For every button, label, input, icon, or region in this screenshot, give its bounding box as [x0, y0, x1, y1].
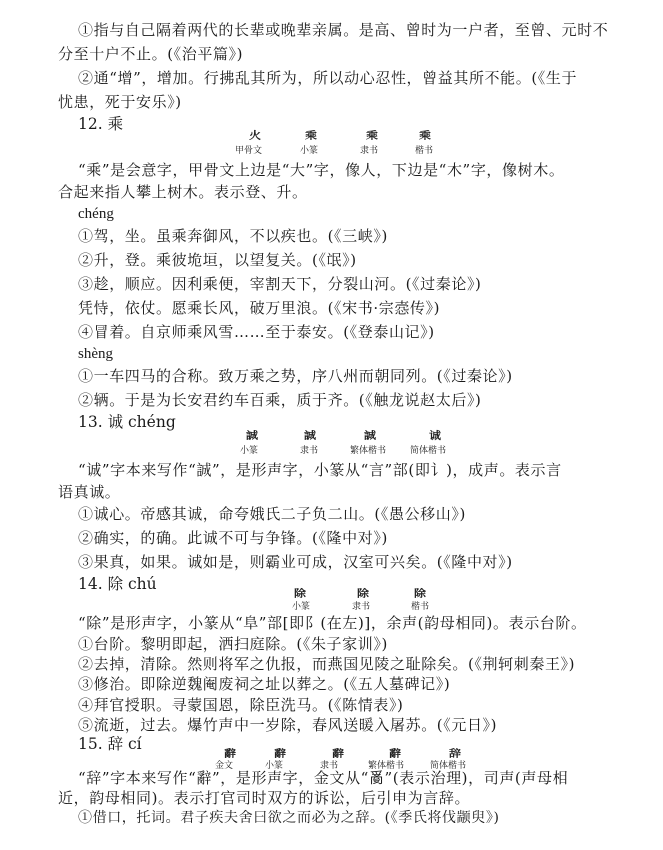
ancient-glyph: ⽕ — [249, 131, 261, 142]
text-line: ②升，登。乘彼垝垣，以望复关。(《氓》) — [78, 251, 357, 269]
text-line: ①诚心。帝感其诚，命夸娥氏二子负二山。(《愚公移山》) — [78, 505, 466, 523]
text-line: ①指与自己隔着两代的长辈或晚辈亲属。是高、曾时为一户者，至曾、元时不 — [78, 21, 609, 39]
text-line: “辞”字本来写作“辭”，是形声字，金文从“𤔔”(表示治理)，司声(声母相 — [78, 769, 569, 787]
text-line: ③趁，顺应。因利乘便，宰割天下，分裂山河。(《过秦论》) — [78, 275, 482, 293]
text-line: ④拜官授职。寻蒙国恩，除臣洗马。(《陈情表》) — [78, 696, 404, 714]
text-line: “乘”是会意字，甲骨文上边是“大”字，像人，下边是“木”字，像树木。 — [78, 161, 565, 179]
ancient-glyph: 辭 — [389, 749, 401, 760]
text-line: ③修治。即除逆魏阉废祠之址以葬之。(《五人墓碑记》) — [78, 675, 451, 693]
ancient-glyph: 乘 — [366, 131, 378, 142]
ancient-glyph: 誠 — [364, 431, 376, 442]
entry-heading: 12. 乘 — [78, 115, 124, 133]
script-caption: 简体楷书 — [430, 761, 467, 771]
ancient-glyph: 乘 — [419, 131, 431, 142]
script-caption: 金文 — [215, 761, 234, 771]
text-line: ①一车四马的合称。致万乘之势，序八州而朝同列。(《过秦论》) — [78, 367, 513, 385]
script-caption: 楷书 — [411, 602, 430, 612]
text-line: ③果真，如果。诚如是，则霸业可成，汉室可兴矣。(《隆中对》) — [78, 553, 513, 571]
script-caption: 简体楷书 — [410, 446, 447, 456]
script-caption: 隶书 — [320, 761, 339, 771]
ancient-glyph: 除 — [357, 589, 369, 600]
script-caption: 隶书 — [352, 602, 371, 612]
ancient-glyph: 辭 — [332, 749, 344, 760]
text-line: 合起来指人攀上树木。表示登、升。 — [58, 183, 308, 201]
entry-heading: 13. 诚 chéng — [78, 413, 176, 431]
text-line: ①驾，坐。虽乘奔御风，不以疾也。(《三峡》) — [78, 227, 388, 245]
text-line: ②去掉，清除。然则将军之仇报，而燕国见陵之耻除矣。(《荆轲刺秦王》) — [78, 655, 576, 673]
text-line: 忧患，死于安乐》) — [58, 93, 182, 111]
ancient-glyph: 誠 — [304, 431, 316, 442]
text-line: 凭恃，依仗。愿乘长风，破万里浪。(《宋书·宗悫传》) — [78, 299, 441, 317]
script-caption: 小篆 — [265, 761, 284, 771]
ancient-glyph: 除 — [294, 589, 306, 600]
text-line: ④冒着。自京师乘风雪……至于泰安。(《登泰山记》) — [78, 323, 435, 341]
entry-heading: 15. 辞 cí — [78, 735, 142, 753]
text-line: “诚”字本来写作“誠”，是形声字，小篆从“言”部(即讠)，成声。表示言 — [78, 461, 562, 479]
text-line: ①台阶。黎明即起，洒扫庭除。(《朱子家训》) — [78, 635, 388, 653]
ancient-glyph: 辭 — [274, 749, 286, 760]
text-line: ②确实，的确。此诚不可与争锋。(《隆中对》) — [78, 529, 388, 547]
text-line: ⑤流逝，过去。爆竹声中一岁除，春风送暖入屠苏。(《元日》) — [78, 716, 498, 734]
script-caption: 小篆 — [300, 146, 319, 156]
text-line: 近，韵母相同)。表示打官司时双方的诉讼，后引申为言辞。 — [58, 789, 471, 807]
text-line: ①借口，托词。君子疾夫舍曰欲之而必为之辞。(《季氏将伐颛臾》) — [78, 810, 500, 826]
ancient-glyph: 辭 — [224, 749, 236, 760]
text-line: “除”是形声字，小篆从“阜”部[即阝(在左)]，余声(韵母相同)。表示台阶。 — [78, 614, 587, 632]
script-caption: 小篆 — [240, 446, 259, 456]
ancient-glyph: 誠 — [246, 431, 258, 442]
script-caption: 甲骨文 — [235, 146, 263, 156]
entry-heading: 14. 除 chú — [78, 575, 157, 593]
script-caption: 繁体楷书 — [350, 446, 387, 456]
pinyin-label: chéng — [78, 206, 114, 222]
script-caption: 繁体楷书 — [368, 761, 405, 771]
text-line: ②辆。于是为长安君约车百乘，质于齐。(《触龙说赵太后》) — [78, 391, 482, 409]
ancient-glyph: 乘 — [305, 131, 317, 142]
text-line: ②通“增”，增加。行拂乱其所为，所以动心忍性，曾益其所不能。(《生于 — [78, 69, 578, 87]
script-caption: 隶书 — [360, 146, 379, 156]
ancient-glyph: 诚 — [429, 431, 441, 442]
ancient-glyph: 辞 — [449, 749, 461, 760]
script-caption: 小篆 — [292, 602, 311, 612]
script-caption: 楷书 — [415, 146, 434, 156]
script-caption: 隶书 — [300, 446, 319, 456]
pinyin-label: shèng — [78, 346, 113, 362]
text-line: 分至十户不止。(《治平篇》) — [58, 45, 244, 63]
ancient-glyph: 除 — [414, 589, 426, 600]
text-line: 语真诚。 — [58, 483, 121, 501]
